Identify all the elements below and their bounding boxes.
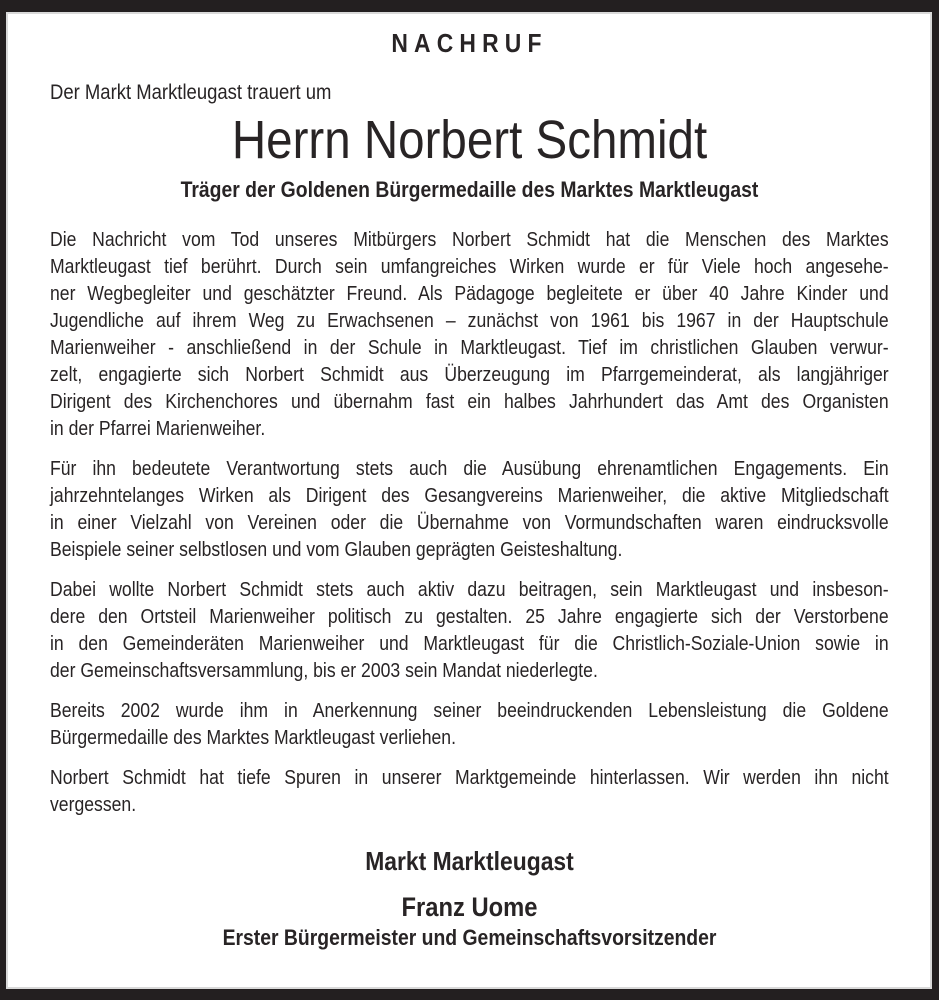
paragraph [50, 698, 889, 752]
text-line: Dabei wollte Norbert Schmidt stets auch aktiv dazu beitragen, sein Marktleugast und insbeson- [50, 578, 889, 601]
text-line: Marktleugast tief berührt. Durch sein umfangreiches Wirken wurde er für Viele hoch angesehe- [50, 255, 889, 278]
signature-organization: Markt Marktleugast [365, 845, 574, 876]
signature-name: Franz Uome [401, 892, 538, 923]
text-line: Beispiele seiner selbstlosen und vom Glauben geprägten Geisteshaltung. [50, 538, 623, 561]
text-line: Jugendliche auf ihrem Weg zu Erwachsenen – zunächst von 1961 bis 1967 in der Hauptschule [50, 309, 889, 332]
honor-subtitle: Träger der Goldenen Bürgermedaille des Marktes Marktleugast [180, 177, 759, 203]
deceased-name-title: Herrn Norbert Schmidt [231, 110, 708, 171]
paragraph [50, 765, 889, 819]
paragraph [50, 227, 889, 443]
signature-role: Erster Bürgermeister und Gemeinschaftsvorsitzender [222, 925, 717, 951]
text-line: zelt, engagierte sich Norbert Schmidt aus Überzeugung im Pfarrgemeinderat, als langjähriger [50, 363, 889, 386]
text-line: ner Wegbegleiter und geschätzter Freund. Als Pädagoge begleitete er über 40 Jahre Kinder und [50, 282, 889, 305]
text-line: Bürgermedaille des Marktes Marktleugast verliehen. [50, 726, 456, 749]
text-line: Bereits 2002 wurde ihm in Anerkennung seiner beeindruckenden Lebensleistung die Goldene [50, 699, 889, 722]
text-line: Für ihn bedeutete Verantwortung stets auch die Ausübung ehrenamtlichen Engagements. Ein [50, 457, 889, 480]
text-line: dere den Ortsteil Marienweiher politisch zu gestalten. 25 Jahre engagierte sich der Verstorbene [50, 605, 889, 628]
paragraph [50, 577, 889, 685]
text-line: Die Nachricht vom Tod unseres Mitbürgers Norbert Schmidt hat die Menschen des Marktes [50, 228, 889, 251]
kicker-heading: NACHRUF [391, 28, 548, 58]
text-line: in der Pfarrei Marienweiher. [50, 417, 266, 440]
paragraph [50, 456, 889, 564]
text-line: vergessen. [50, 793, 137, 816]
text-line: Marienweiher - anschließend in der Schule in Marktleugast. Tief im christlichen Glauben verwur- [50, 336, 889, 359]
text-line: Dirigent des Kirchenchores und übernahm fast ein halbes Jahrhundert das Amt des Organisten [50, 390, 889, 413]
obituary-body [50, 227, 889, 819]
intro-line: Der Markt Marktleugast trauert um [50, 81, 332, 105]
text-line: der Gemeinschaftsversammlung, bis er 2003 sein Mandat niederlegte. [50, 659, 598, 682]
text-line: in den Gemeinderäten Marienweiher und Marktleugast für die Christlich-Soziale-Union sowie in [50, 632, 889, 655]
text-line: jahrzehntelanges Wirken als Dirigent des Gesangvereins Marienweiher, die aktive Mitgliedschaft [50, 484, 889, 507]
text-line: in einer Vielzahl von Vereinen oder die Übernahme von Vormundschaften waren eindrucksvolle [50, 511, 889, 534]
signature-block [50, 846, 889, 952]
text-line: Norbert Schmidt hat tiefe Spuren in unserer Marktgemeinde hinterlassen. Wir werden ihn nicht [50, 766, 889, 789]
